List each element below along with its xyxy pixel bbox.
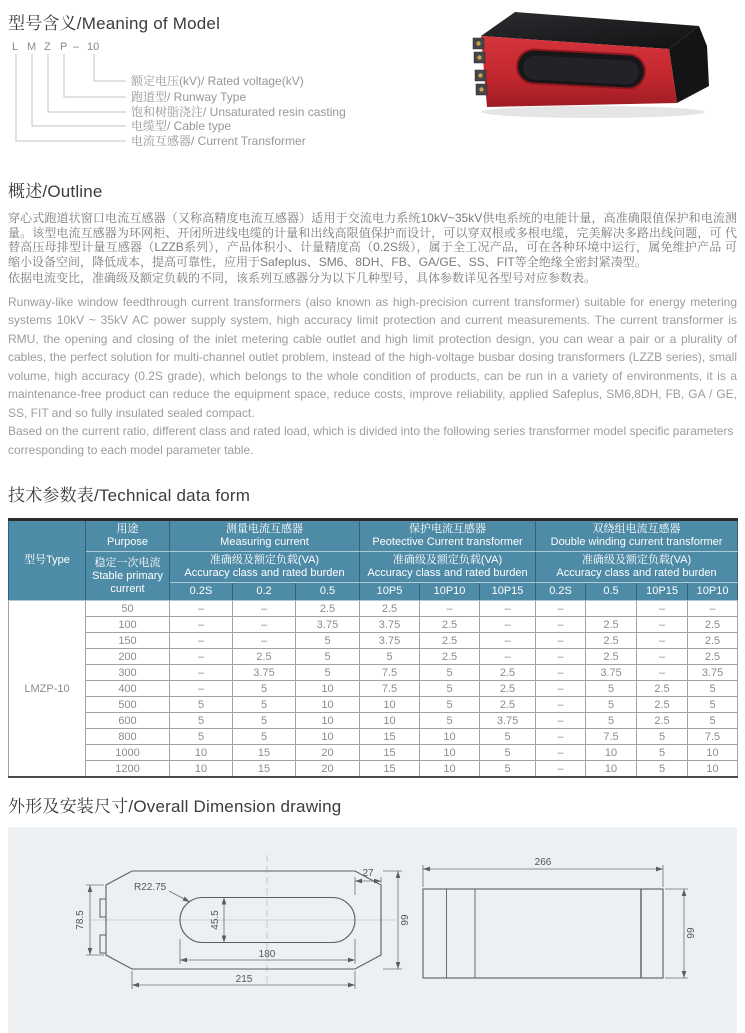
burden-value-cell: 5 — [688, 713, 738, 729]
side-view-drawing — [398, 827, 728, 1033]
model-label-current-transformer: 电流互感器/ Current Transformer — [131, 134, 306, 148]
group-header-protective: 保护电流互感器 Peotective Current transformer — [360, 520, 536, 552]
burden-value-cell: – — [420, 601, 480, 617]
burden-value-cell: 5 — [296, 633, 360, 649]
outline-paragraph-en: Runway-like window feedthrough current transformers (also known as high-precision current transformer) suitable for energy metering systems 10kV ~ 35kV AC power supply system, high accuracy limit protection and current measurements. The current transformer is RMU, the opening and closing of the inlet metering cable outlet and high limit protection design, you can wear a pair or a plurality of cables, the perfect solution for multi-channel outlet problem, instead of the high-voltage busbar dosing transformers (LZZB series), small volume, high accuracy (0.2S grade), which belongs to the whole condition of products, can be run in a variety of environments, it is a maintenance-free product can reduce the equipment space, reduce costs, improve reliability, applied Safeplus, SM6,8DH, FB, GA / GE, SS, FIT and so fully insulated sealed compact. — [8, 294, 737, 420]
burden-value-cell: 10 — [170, 745, 233, 761]
burden-value-cell: 3.75 — [688, 665, 738, 681]
burden-value-cell: 2.5 — [420, 649, 480, 665]
burden-value-cell: 5 — [233, 729, 296, 745]
burden-value-cell: 5 — [233, 697, 296, 713]
model-label-rated-voltage: 额定电压(kV)/ Rated voltage(kV) — [131, 74, 304, 88]
burden-value-cell: – — [233, 633, 296, 649]
burden-value-cell: 2.5 — [688, 649, 738, 665]
model-code-diagram — [8, 38, 438, 152]
burden-value-cell: 5 — [637, 729, 688, 745]
burden-value-cell: 10 — [586, 761, 637, 778]
outline-title: 概述/Outline — [8, 182, 103, 201]
burden-value-cell: 2.5 — [420, 633, 480, 649]
product-shadow — [481, 106, 705, 118]
class-header: 10P10 — [420, 583, 480, 601]
burden-value-cell: 2.5 — [586, 633, 637, 649]
burden-value-cell: 20 — [296, 745, 360, 761]
dim-left-height-label: 78.5 — [75, 910, 86, 931]
burden-value-cell: – — [536, 649, 586, 665]
class-header: 0.5 — [296, 583, 360, 601]
burden-value-cell: 10 — [296, 729, 360, 745]
burden-value-cell: 5 — [637, 745, 688, 761]
burden-value-cell: – — [536, 665, 586, 681]
primary-current-cell: 500 — [86, 697, 170, 713]
burden-value-cell: 15 — [360, 745, 420, 761]
class-header: 10P5 — [360, 583, 420, 601]
burden-value-cell: 15 — [360, 729, 420, 745]
burden-value-cell: 2.5 — [360, 601, 420, 617]
burden-value-cell: 10 — [170, 761, 233, 778]
burden-value-cell: 7.5 — [360, 681, 420, 697]
dim-top-gap-label: 27 — [362, 868, 374, 880]
burden-value-cell: 5 — [233, 681, 296, 697]
outline-paragraph-zh: 穿心式跑道状窗口电流互感器（又称高精度电流互感器）适用于交流电力系统10kV~35kV供电系统的电能计量，高准确限值保护和电流测量。该型电流互感器为环网柜、开闭所进线电缆的计量和出线高限值保护而设计，可以穿双根或多根电缆，完美解决多路出线问题，可 代替高压母排型计量互感器（LZZB系列），产品体积小、计量精度高（0.2S级），属于全工况产品，可在各种环境中运行，属免维护产品 可缩小设备空间，降低成本，提高可靠性，应用于Safeplus、SM6、8DH、FB、GA/GE、SS、FIT等全绝缘全密封紧凑型。 — [8, 211, 737, 269]
primary-current-cell: 1200 — [86, 761, 170, 778]
burden-value-cell: 15 — [360, 761, 420, 778]
burden-value-cell: – — [536, 617, 586, 633]
burden-value-cell: – — [536, 713, 586, 729]
burden-value-cell: 5 — [480, 761, 536, 778]
burden-value-cell: 2.5 — [586, 617, 637, 633]
dim-body-height-label: 99 — [400, 914, 411, 927]
burden-value-cell: 2.5 — [420, 617, 480, 633]
burden-value-cell: 5 — [170, 713, 233, 729]
burden-value-cell: 5 — [420, 697, 480, 713]
burden-value-cell: 3.75 — [296, 617, 360, 633]
burden-value-cell: 10 — [420, 745, 480, 761]
burden-value-cell: 3.75 — [233, 665, 296, 681]
table-row — [9, 601, 738, 617]
dimension-section — [0, 792, 745, 1033]
burden-value-cell: 2.5 — [637, 713, 688, 729]
dim-side-width-label: 266 — [534, 857, 552, 869]
table-row — [9, 697, 738, 713]
burden-value-cell: 10 — [420, 761, 480, 778]
dim-radius-label: R22.75 — [134, 882, 167, 894]
burden-value-cell: 2.5 — [688, 633, 738, 649]
class-header: 0.2 — [233, 583, 296, 601]
model-label-runway-type: 跑道型/ Runway Type — [131, 90, 247, 104]
burden-value-cell: – — [536, 681, 586, 697]
burden-value-cell: – — [637, 665, 688, 681]
table-row — [9, 649, 738, 665]
burden-value-cell: 5 — [637, 761, 688, 778]
burden-value-cell: – — [536, 745, 586, 761]
burden-header-protective: 准确级及额定负载(VA) Accuracy class and rated burden — [360, 552, 536, 583]
burden-value-cell: 5 — [586, 713, 637, 729]
burden-value-cell: 10 — [586, 745, 637, 761]
burden-value-cell: 2.5 — [296, 601, 360, 617]
burden-value-cell: 5 — [420, 665, 480, 681]
burden-value-cell: 3.75 — [360, 617, 420, 633]
burden-value-cell: – — [170, 633, 233, 649]
model-label-cable-type: 电缆型/ Cable type — [131, 119, 232, 133]
technical-data-section — [0, 481, 745, 778]
side-body-outline — [423, 889, 663, 978]
model-letter: – — [73, 41, 80, 53]
class-header: 0.5 — [586, 583, 637, 601]
dim-side-height-label: 99 — [686, 927, 697, 940]
group-header-double-winding: 双绕组电流互感器 Double winding current transformer — [536, 520, 738, 552]
table-row — [9, 665, 738, 681]
burden-value-cell: 20 — [296, 761, 360, 778]
col-header-type: 型号Type — [9, 520, 86, 601]
class-header: 10P15 — [637, 583, 688, 601]
burden-value-cell: – — [536, 697, 586, 713]
model-letter: M — [27, 41, 37, 53]
burden-header-double-winding: 准确级及额定负载(VA) Accuracy class and rated burden — [536, 552, 738, 583]
burden-value-cell: 10 — [360, 713, 420, 729]
burden-value-cell: 2.5 — [688, 617, 738, 633]
burden-value-cell: 2.5 — [480, 681, 536, 697]
table-row — [9, 729, 738, 745]
dim-slot-width-label: 180 — [258, 949, 276, 961]
model-label-resin-casting: 饱和树脂浇注/ Unsaturated resin casting — [131, 105, 346, 119]
outline-section — [0, 177, 745, 459]
burden-value-cell: 5 — [480, 729, 536, 745]
dimension-drawing-panel — [8, 827, 737, 1033]
burden-value-cell: – — [233, 617, 296, 633]
class-header: 10P15 — [480, 583, 536, 601]
burden-value-cell: 10 — [688, 761, 738, 778]
burden-value-cell: – — [170, 681, 233, 697]
primary-current-cell: 100 — [86, 617, 170, 633]
burden-value-cell: 7.5 — [360, 665, 420, 681]
burden-header-measuring: 准确级及额定负载(VA) Accuracy class and rated burden — [170, 552, 360, 583]
class-header: 0.2S — [536, 583, 586, 601]
dimension-title: 外形及安装尺寸/Overall Dimension drawing — [8, 797, 342, 817]
front-view-drawing — [38, 827, 433, 1033]
burden-value-cell: 3.75 — [586, 665, 637, 681]
mounting-tab-bottom — [100, 935, 106, 953]
model-letter: 10 — [87, 41, 100, 53]
col-header-purpose: 用途 Purpose — [86, 520, 170, 552]
burden-value-cell: – — [536, 601, 586, 617]
table-row — [9, 745, 738, 761]
burden-value-cell: 3.75 — [480, 713, 536, 729]
burden-value-cell: – — [536, 633, 586, 649]
primary-current-cell: 200 — [86, 649, 170, 665]
primary-current-cell: 800 — [86, 729, 170, 745]
table-row — [9, 713, 738, 729]
primary-current-cell: 150 — [86, 633, 170, 649]
burden-value-cell: – — [536, 761, 586, 778]
burden-value-cell: 5 — [170, 729, 233, 745]
burden-value-cell: 2.5 — [637, 697, 688, 713]
burden-value-cell: – — [480, 649, 536, 665]
burden-value-cell: 5 — [420, 713, 480, 729]
class-header: 0.2S — [170, 583, 233, 601]
burden-value-cell: 2.5 — [480, 697, 536, 713]
burden-value-cell: – — [170, 649, 233, 665]
model-letter: P — [60, 41, 68, 53]
table-row — [9, 681, 738, 697]
primary-current-cell: 400 — [86, 681, 170, 697]
outline-note-en: Based on the current ratio, different class and rated load, which is divided into the following series transformer model specific parameters corresponding to each model parameter table. — [8, 424, 734, 457]
model-type-cell: LMZP-10 — [9, 601, 86, 778]
model-meaning-section — [0, 0, 745, 161]
burden-value-cell: 15 — [233, 761, 296, 778]
burden-value-cell: 5 — [586, 681, 637, 697]
burden-value-cell: 3.75 — [360, 633, 420, 649]
burden-value-cell: – — [480, 617, 536, 633]
burden-value-cell: – — [480, 601, 536, 617]
burden-value-cell: 10 — [296, 681, 360, 697]
technical-data-table — [8, 518, 738, 778]
burden-value-cell: – — [480, 633, 536, 649]
burden-value-cell: 7.5 — [688, 729, 738, 745]
burden-value-cell — [586, 601, 637, 617]
technical-data-title: 技术参数表/Technical data form — [8, 486, 251, 506]
burden-value-cell: – — [637, 649, 688, 665]
burden-value-cell: 2.5 — [586, 649, 637, 665]
burden-value-cell: – — [637, 633, 688, 649]
burden-value-cell: 5 — [420, 681, 480, 697]
dim-body-width-label: 215 — [235, 974, 253, 986]
burden-value-cell: – — [637, 601, 688, 617]
product-photo — [461, 2, 741, 120]
table-body — [9, 601, 738, 778]
burden-value-cell: 2.5 — [480, 665, 536, 681]
burden-value-cell: 2.5 — [233, 649, 296, 665]
burden-value-cell: 5 — [233, 713, 296, 729]
burden-value-cell: – — [637, 617, 688, 633]
primary-current-cell: 50 — [86, 601, 170, 617]
burden-value-cell: – — [233, 601, 296, 617]
dim-slot-height-label: 45.5 — [210, 910, 221, 931]
burden-value-cell: 15 — [233, 745, 296, 761]
burden-value-cell: 5 — [170, 697, 233, 713]
burden-value-cell: 10 — [360, 697, 420, 713]
burden-value-cell: 5 — [296, 665, 360, 681]
burden-value-cell: – — [688, 601, 738, 617]
burden-value-cell: – — [170, 601, 233, 617]
burden-value-cell: 5 — [360, 649, 420, 665]
table-row — [9, 633, 738, 649]
model-meaning-title: 型号含义/Meaning of Model — [8, 14, 221, 33]
model-code-connector-lines — [16, 54, 126, 141]
burden-value-cell: 7.5 — [586, 729, 637, 745]
group-header-measuring: 测量电流互感器 Measuring current — [170, 520, 360, 552]
burden-value-cell: 10 — [688, 745, 738, 761]
burden-value-cell: – — [536, 729, 586, 745]
burden-value-cell: – — [170, 617, 233, 633]
burden-value-cell: 5 — [296, 649, 360, 665]
burden-value-cell: – — [170, 665, 233, 681]
class-header: 10P10 — [688, 583, 738, 601]
primary-current-cell: 300 — [86, 665, 170, 681]
burden-value-cell: 5 — [688, 681, 738, 697]
burden-value-cell: 10 — [296, 697, 360, 713]
burden-value-cell: 5 — [586, 697, 637, 713]
model-letter: Z — [44, 41, 51, 53]
primary-current-cell: 600 — [86, 713, 170, 729]
burden-value-cell: 10 — [296, 713, 360, 729]
burden-value-cell: 10 — [420, 729, 480, 745]
col-header-primary-current: 稳定一次电流 Stable primary current — [86, 552, 170, 601]
burden-value-cell: 5 — [480, 745, 536, 761]
outline-note-zh: 依据电流变比，准确级及额定负载的不同，该系列互感器分为以下几种型号，具体参数详见各型号对应参数表。 — [8, 271, 597, 286]
burden-value-cell: 5 — [688, 697, 738, 713]
primary-current-cell: 1000 — [86, 745, 170, 761]
model-letter: L — [12, 41, 19, 53]
burden-value-cell: 2.5 — [637, 681, 688, 697]
table-row — [9, 761, 738, 778]
table-row — [9, 617, 738, 633]
mounting-tab-top — [100, 899, 106, 917]
